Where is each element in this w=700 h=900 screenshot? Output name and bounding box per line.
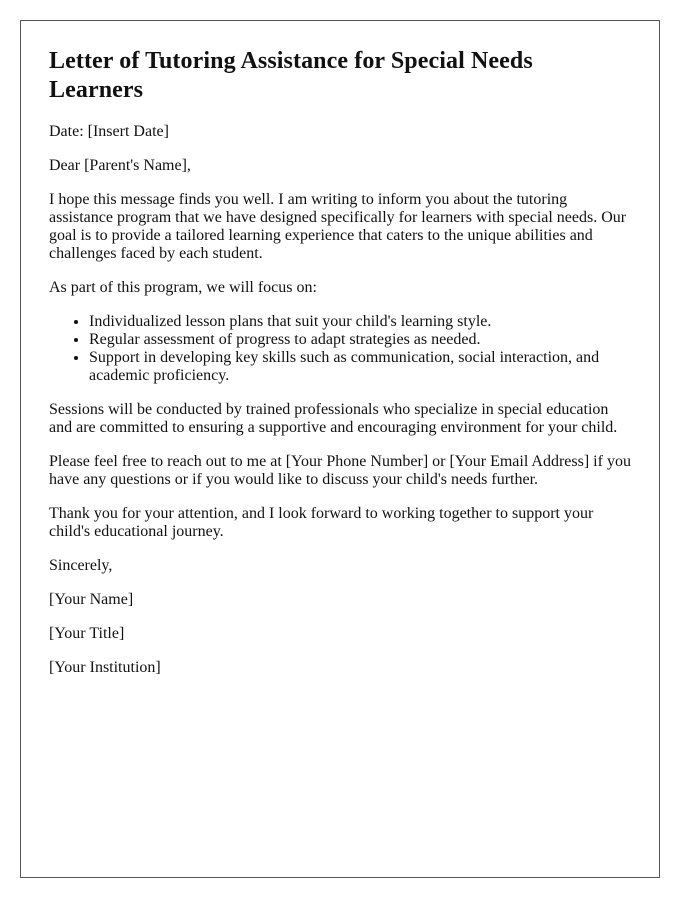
focus-list-item: • Support in developing key skills such as communication, social interaction, and academic proficiency. [89,349,631,385]
letter-title: Letter of Tutoring Assistance for Special Needs Learners [49,48,533,103]
thanks-paragraph: Thank you for your attention, and I look forward to working together to support your child's educational journey. [49,504,594,540]
focus-list-item: • Regular assessment of progress to adapt strategies as needed. [89,331,631,349]
focus-list [49,313,631,385]
focus-intro: As part of this program, we will focus on: [49,278,317,296]
letter-closing: Sincerely, [49,556,113,574]
signature-name: [Your Name] [49,590,134,608]
signature-title: [Your Title] [49,624,125,642]
letter-salutation: Dear [Parent's Name], [49,156,191,174]
sessions-paragraph: Sessions will be conducted by trained professionals who specialize in special education and are committed to ensuring a supportive and encouraging environment for your child. [49,400,618,436]
signature-institution: [Your Institution] [49,658,161,676]
letter-page [20,20,660,878]
contact-paragraph: Please feel free to reach out to me at [Your Phone Number] or [Your Email Address] if you have any questions or if you would like to discuss your child's needs further. [49,452,631,488]
letter-date: Date: [Insert Date] [49,122,169,140]
focus-list-item: • Individualized lesson plans that suit your child's learning style. [89,313,631,331]
letter-intro-paragraph: I hope this message finds you well. I am writing to inform you about the tutoring assistance program that we have designed specifically for learners with special needs. Our goal is to provide a tailored learning experience that caters to the unique abilities and challenges faced by each student. [49,190,627,262]
